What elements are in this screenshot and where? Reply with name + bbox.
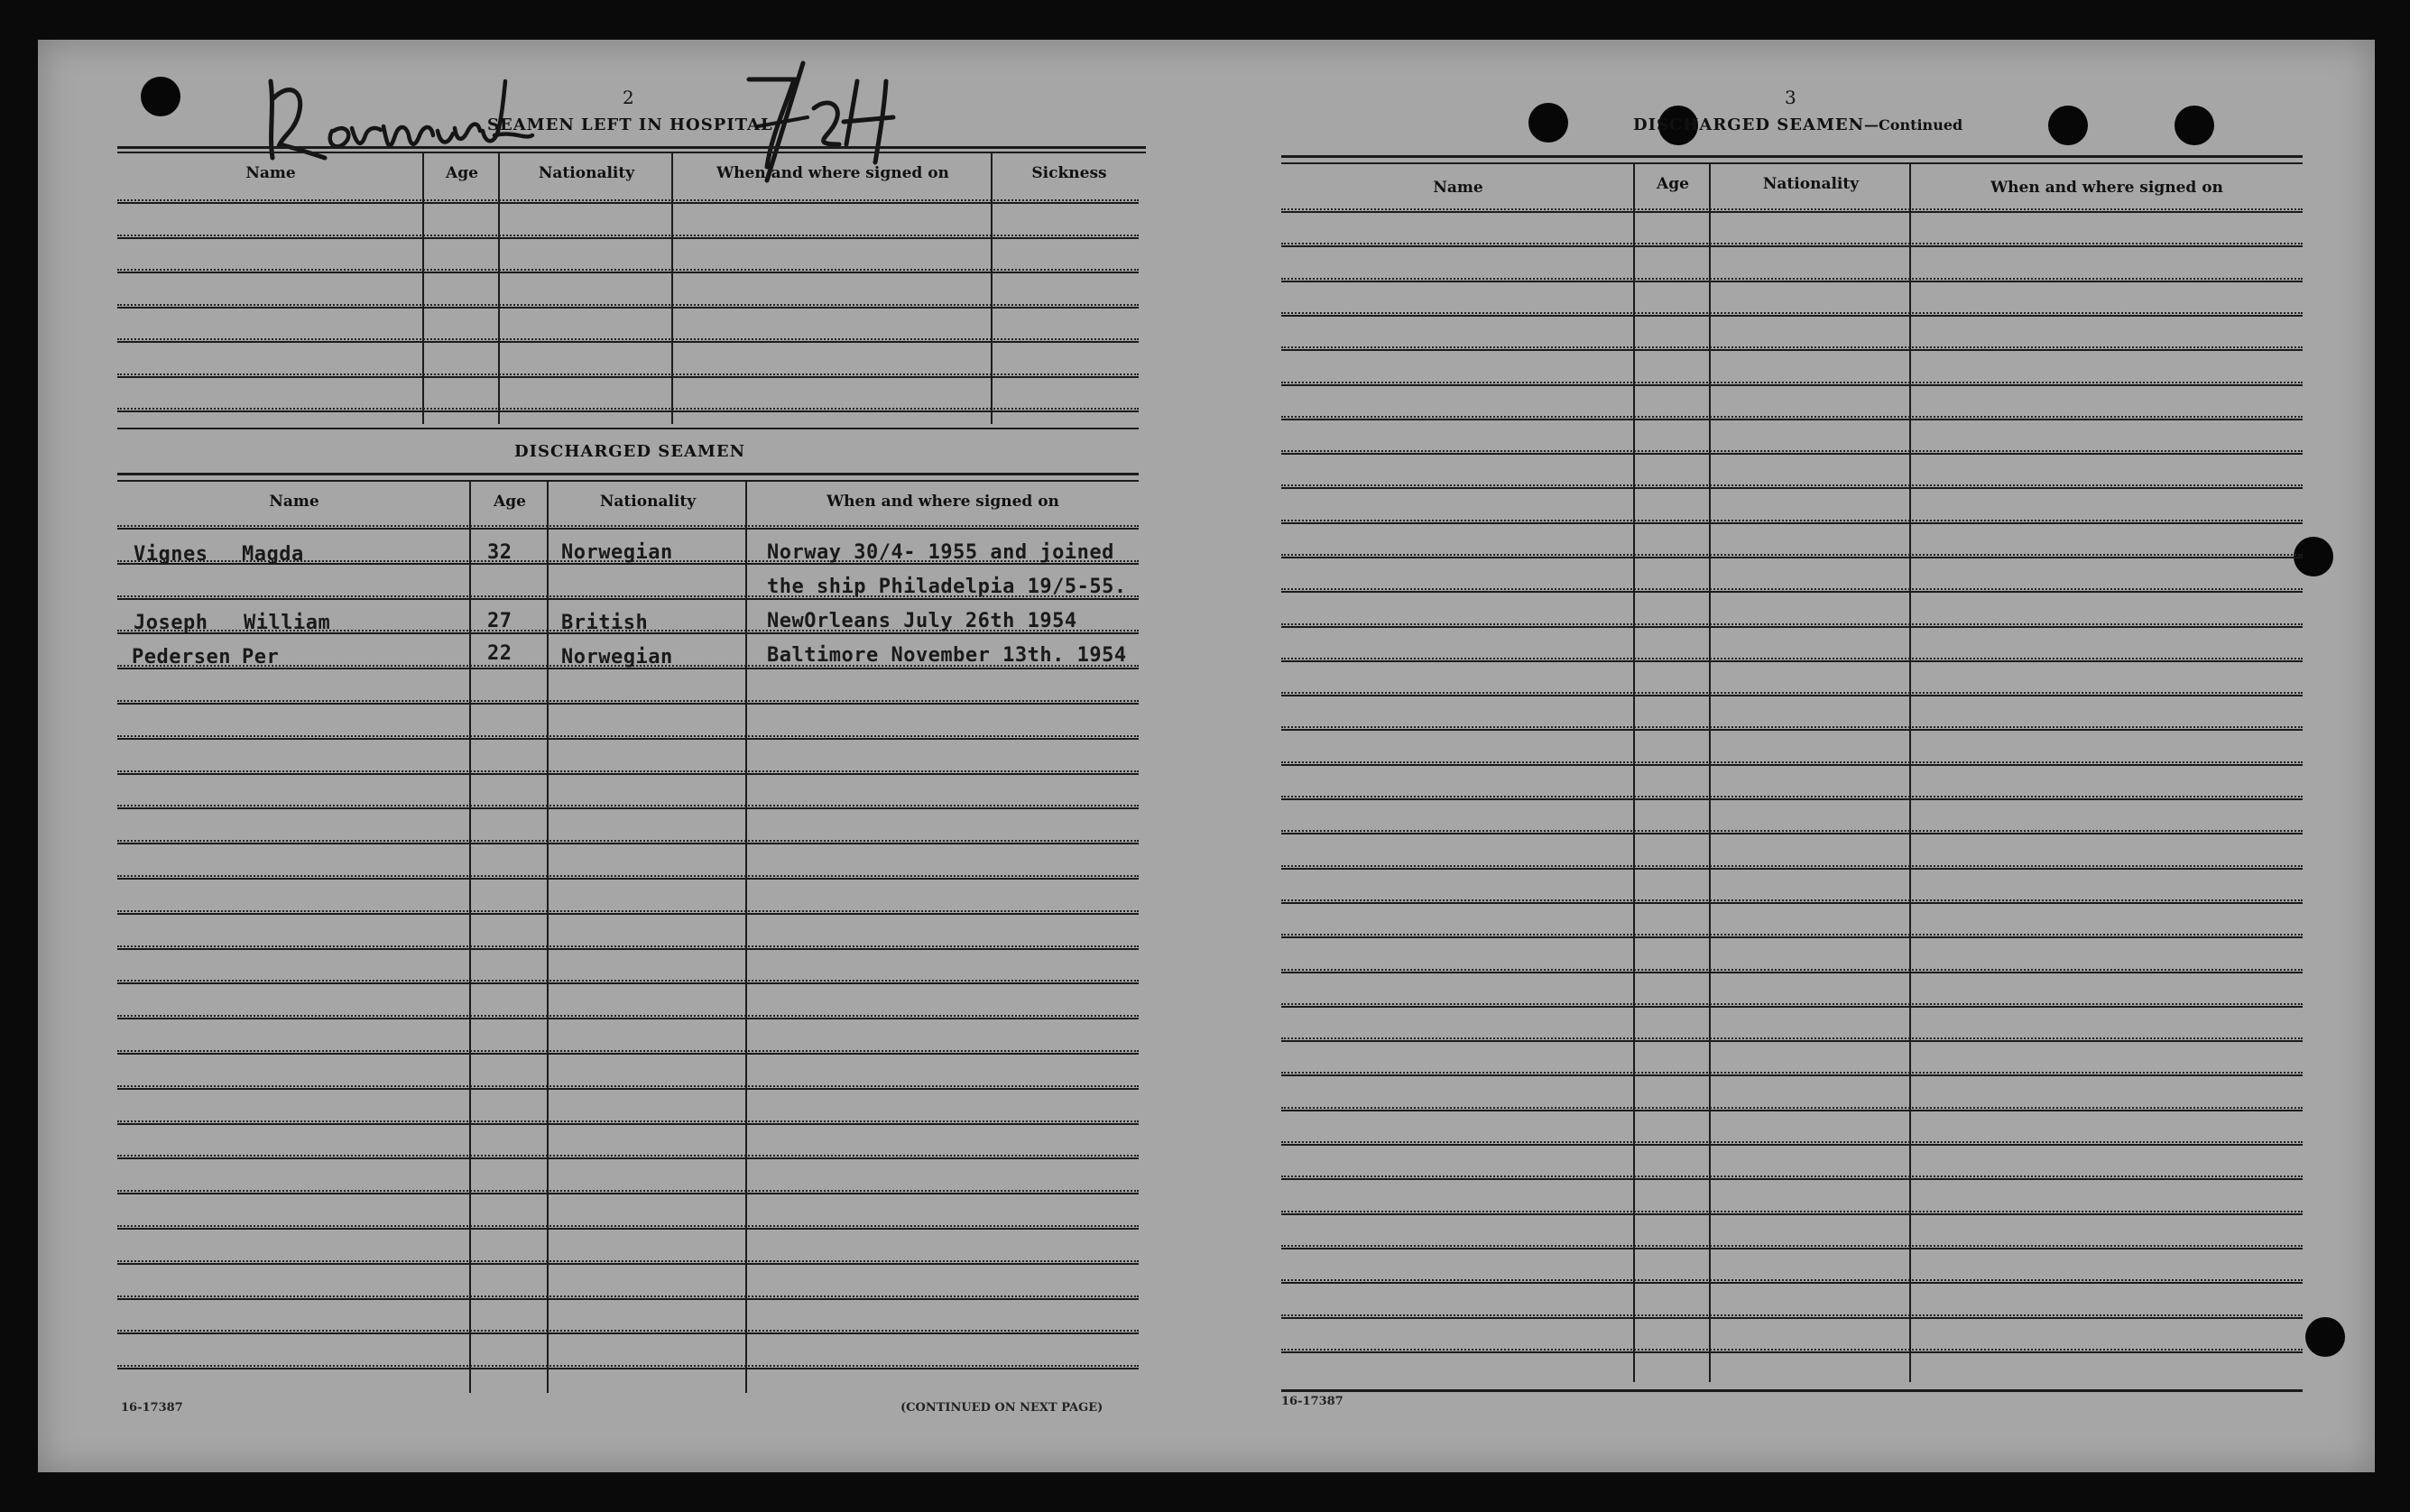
punch-hole [141,77,180,116]
ruled-line-dotted [117,840,1139,842]
ruled-line [117,237,1139,239]
ruled-line [117,982,1139,984]
ruled-line-dotted [1281,865,2303,867]
ruled-line-dotted [1281,658,2303,659]
ruled-line-dotted [1281,796,2303,797]
ruled-line [1281,1006,2303,1008]
ruled-line [1281,868,2303,870]
ruled-line-dotted [117,1365,1139,1367]
ruled-line [1281,902,2303,904]
ruled-line [1281,1074,2303,1076]
rule [1281,162,2303,164]
ruled-line [117,341,1139,343]
ruled-line [1281,695,2303,696]
ruled-line [117,1263,1139,1265]
rule [117,480,1139,482]
ruled-line-dotted [1281,1003,2303,1005]
ruled-line [117,528,1139,530]
page-number: 2 [623,87,634,108]
section-title-discharged-continued [1633,115,1962,134]
ruled-line-dotted [117,235,1139,236]
ruled-line-dotted [117,408,1139,410]
section-title-text: DISCHARGED SEAMEN [1633,115,1865,134]
ruled-line [1281,211,2303,213]
ruled-line-dotted [1281,623,2303,625]
ruled-line-dotted [1281,934,2303,936]
col-divider [671,153,673,424]
surname-cell: Joseph [134,612,208,634]
col-divider [1633,164,1635,1382]
ruled-line-dotted [1281,692,2303,694]
ruled-line-dotted [1281,1245,2303,1247]
ruled-line-dotted [117,770,1139,772]
ruled-line-dotted [1281,1314,2303,1316]
ruled-line-dotted [1281,520,2303,521]
ruled-line [117,948,1139,950]
ruled-line-dotted [117,304,1139,306]
ruled-line-dotted [117,875,1139,877]
ruled-line [1281,1144,2303,1146]
ruled-line [1281,626,2303,628]
ruled-line [1281,1282,2303,1284]
ruled-line [117,1053,1139,1055]
ruled-line [117,1018,1139,1019]
col-header-nationality: Nationality [599,493,697,511]
given-name-cell: Magda [242,543,304,566]
ruled-line [1281,936,2303,938]
ruled-line-dotted [117,525,1139,527]
col-header-name: Name [1433,179,1483,197]
ruled-line [117,202,1139,204]
ruled-line-dotted [117,1330,1139,1332]
nationality-cell: Norwegian [561,646,673,668]
ruled-line-dotted [117,269,1139,271]
ruled-line-dotted [1281,208,2303,210]
ruled-line [117,843,1139,844]
ruled-line [1281,833,2303,834]
ruled-line-dotted [117,373,1139,375]
ruled-line [117,878,1139,880]
age-cell: 22 [487,642,512,665]
col-divider [745,482,747,1393]
ruled-line-dotted [1281,312,2303,314]
rule [1281,1389,2303,1392]
ruled-line-dotted [117,700,1139,702]
ruled-line-dotted [117,980,1139,982]
ruled-line-dotted [1281,484,2303,486]
ruled-line [1281,798,2303,800]
ruled-line [1281,1248,2303,1249]
ruled-line [117,807,1139,809]
ruled-line [1281,419,2303,420]
ruled-line-dotted [117,199,1139,201]
col-divider [422,153,424,424]
ruled-line-dotted [117,735,1139,737]
ruled-line [1281,729,2303,731]
ruled-line [1281,1351,2303,1353]
ruled-line-dotted [1281,899,2303,901]
signed-on-cell: NewOrleans July 26th 1954 [767,610,1077,632]
ruled-line-dotted [1281,1279,2303,1281]
ruled-line [1281,764,2303,766]
ruled-line [1281,245,2303,247]
rule [117,473,1139,475]
ruled-line-dotted [1281,346,2303,348]
section-title-discharged: DISCHARGED SEAMEN [514,442,746,461]
ruled-line [117,376,1139,378]
col-divider [547,482,549,1393]
section-title-suffix: —Continued [1864,116,1963,134]
surname-cell: Vignes [134,543,208,566]
ruled-line [1281,591,2303,593]
col-divider [991,153,993,424]
ruled-line [1281,557,2303,558]
ruled-line [1281,315,2303,317]
ruled-line-dotted [1281,416,2303,418]
surname-cell: Pedersen [132,646,231,668]
ruled-line-dotted [117,1155,1139,1157]
ruled-line [1281,349,2303,351]
given-name-cell: William [244,612,331,634]
col-header-signed-on: When and where signed on [1990,179,2223,197]
ruled-line [117,598,1139,600]
ruled-line [117,773,1139,775]
ruled-line [117,913,1139,915]
ruled-line [117,410,1139,412]
col-header-name: Name [245,164,296,182]
punch-hole [2305,1317,2345,1357]
signed-on-cell: Norway 30/4- 1955 and joined [767,541,1114,564]
ruled-line-dotted [1281,1107,2303,1109]
col-header-age: Age [1657,175,1689,193]
ruled-line [117,1088,1139,1090]
rule [117,146,1146,149]
ruled-line-dotted [117,1015,1139,1017]
punch-hole [2048,106,2088,145]
ruled-line-dotted [117,338,1139,340]
rule [117,428,1139,429]
col-header-nationality: Nationality [538,164,635,182]
ruled-line [117,307,1139,309]
ruled-line [1281,487,2303,489]
ruled-line-dotted [1281,450,2303,452]
col-header-signed-on: When and where signed on [716,164,949,182]
ruled-line-dotted [117,1050,1139,1052]
ruled-line-dotted [1281,554,2303,556]
ruled-line [1281,522,2303,524]
col-header-signed-on: When and where signed on [826,493,1059,511]
ruled-line-dotted [1281,969,2303,971]
rule [1281,155,2303,158]
given-name-cell: Per [242,646,280,668]
ruled-line-dotted [1281,1072,2303,1074]
ruled-line-dotted [1281,1037,2303,1039]
ruled-line [1281,660,2303,662]
ruled-line [117,1332,1139,1334]
ruled-line-dotted [117,1190,1139,1192]
ruled-line [1281,1040,2303,1042]
ruled-line-dotted [117,945,1139,947]
ruled-line [1281,1317,2303,1319]
age-cell: 27 [487,610,512,632]
continued-note: (CONTINUED ON NEXT PAGE) [900,1401,1103,1415]
ruled-line-dotted [1281,1175,2303,1177]
ruled-line-dotted [117,1085,1139,1087]
form-number: 16-17387 [1281,1395,1344,1408]
ruled-line-dotted [1281,588,2303,590]
ruled-line [1281,1213,2303,1215]
ruled-line-dotted [1281,726,2303,728]
ruled-line [1281,972,2303,973]
ruled-line-dotted [1281,1141,2303,1143]
ruled-line-dotted [117,1225,1139,1227]
age-cell: 32 [487,541,512,564]
col-header-age: Age [494,493,526,511]
ruled-line-dotted [117,805,1139,807]
page-number: 3 [1785,87,1796,108]
ruled-line-dotted [117,1295,1139,1297]
col-header-sickness: Sickness [1031,164,1107,182]
col-divider [1909,164,1911,1382]
ruled-line [117,1157,1139,1159]
col-header-age: Age [446,164,478,182]
ruled-line [117,1298,1139,1300]
ruled-line-dotted [1281,761,2303,763]
signed-on-cell: Baltimore November 13th. 1954 [767,644,1127,667]
col-header-name: Name [269,493,319,511]
ruled-line [117,1123,1139,1125]
ruled-line-dotted [1281,1211,2303,1212]
ruled-line-dotted [117,910,1139,912]
nationality-cell: Norwegian [561,541,673,564]
ruled-line [1281,1110,2303,1111]
punch-hole [2175,106,2214,145]
ruled-line-dotted [1281,278,2303,280]
section-title-hospital: SEAMEN LEFT IN HOSPITAL [487,115,773,134]
document-sheet [38,40,2375,1472]
ruled-line [117,1368,1139,1369]
ruled-line [117,1193,1139,1194]
ruled-line [1281,281,2303,282]
col-divider [498,153,500,424]
ruled-line-dotted [117,1260,1139,1262]
ruled-line [1281,453,2303,455]
nationality-cell: British [561,612,649,634]
form-number: 16-17387 [121,1401,183,1415]
ruled-line-dotted [1281,830,2303,832]
signed-on-cell: the ship Philadelpia 19/5-55. [767,576,1127,598]
ruled-line [1281,384,2303,386]
col-divider [1709,164,1711,1382]
col-header-nationality: Nationality [1762,175,1860,193]
ruled-line [117,1228,1139,1230]
col-divider [469,482,471,1393]
ruled-line-dotted [1281,382,2303,383]
ruled-line [1281,1178,2303,1180]
punch-hole [1528,103,1568,143]
ruled-line [117,703,1139,705]
ruled-line [117,272,1139,273]
ruled-line-dotted [1281,1349,2303,1351]
ruled-line [117,738,1139,740]
ruled-line-dotted [117,1120,1139,1122]
ruled-line-dotted [1281,243,2303,244]
